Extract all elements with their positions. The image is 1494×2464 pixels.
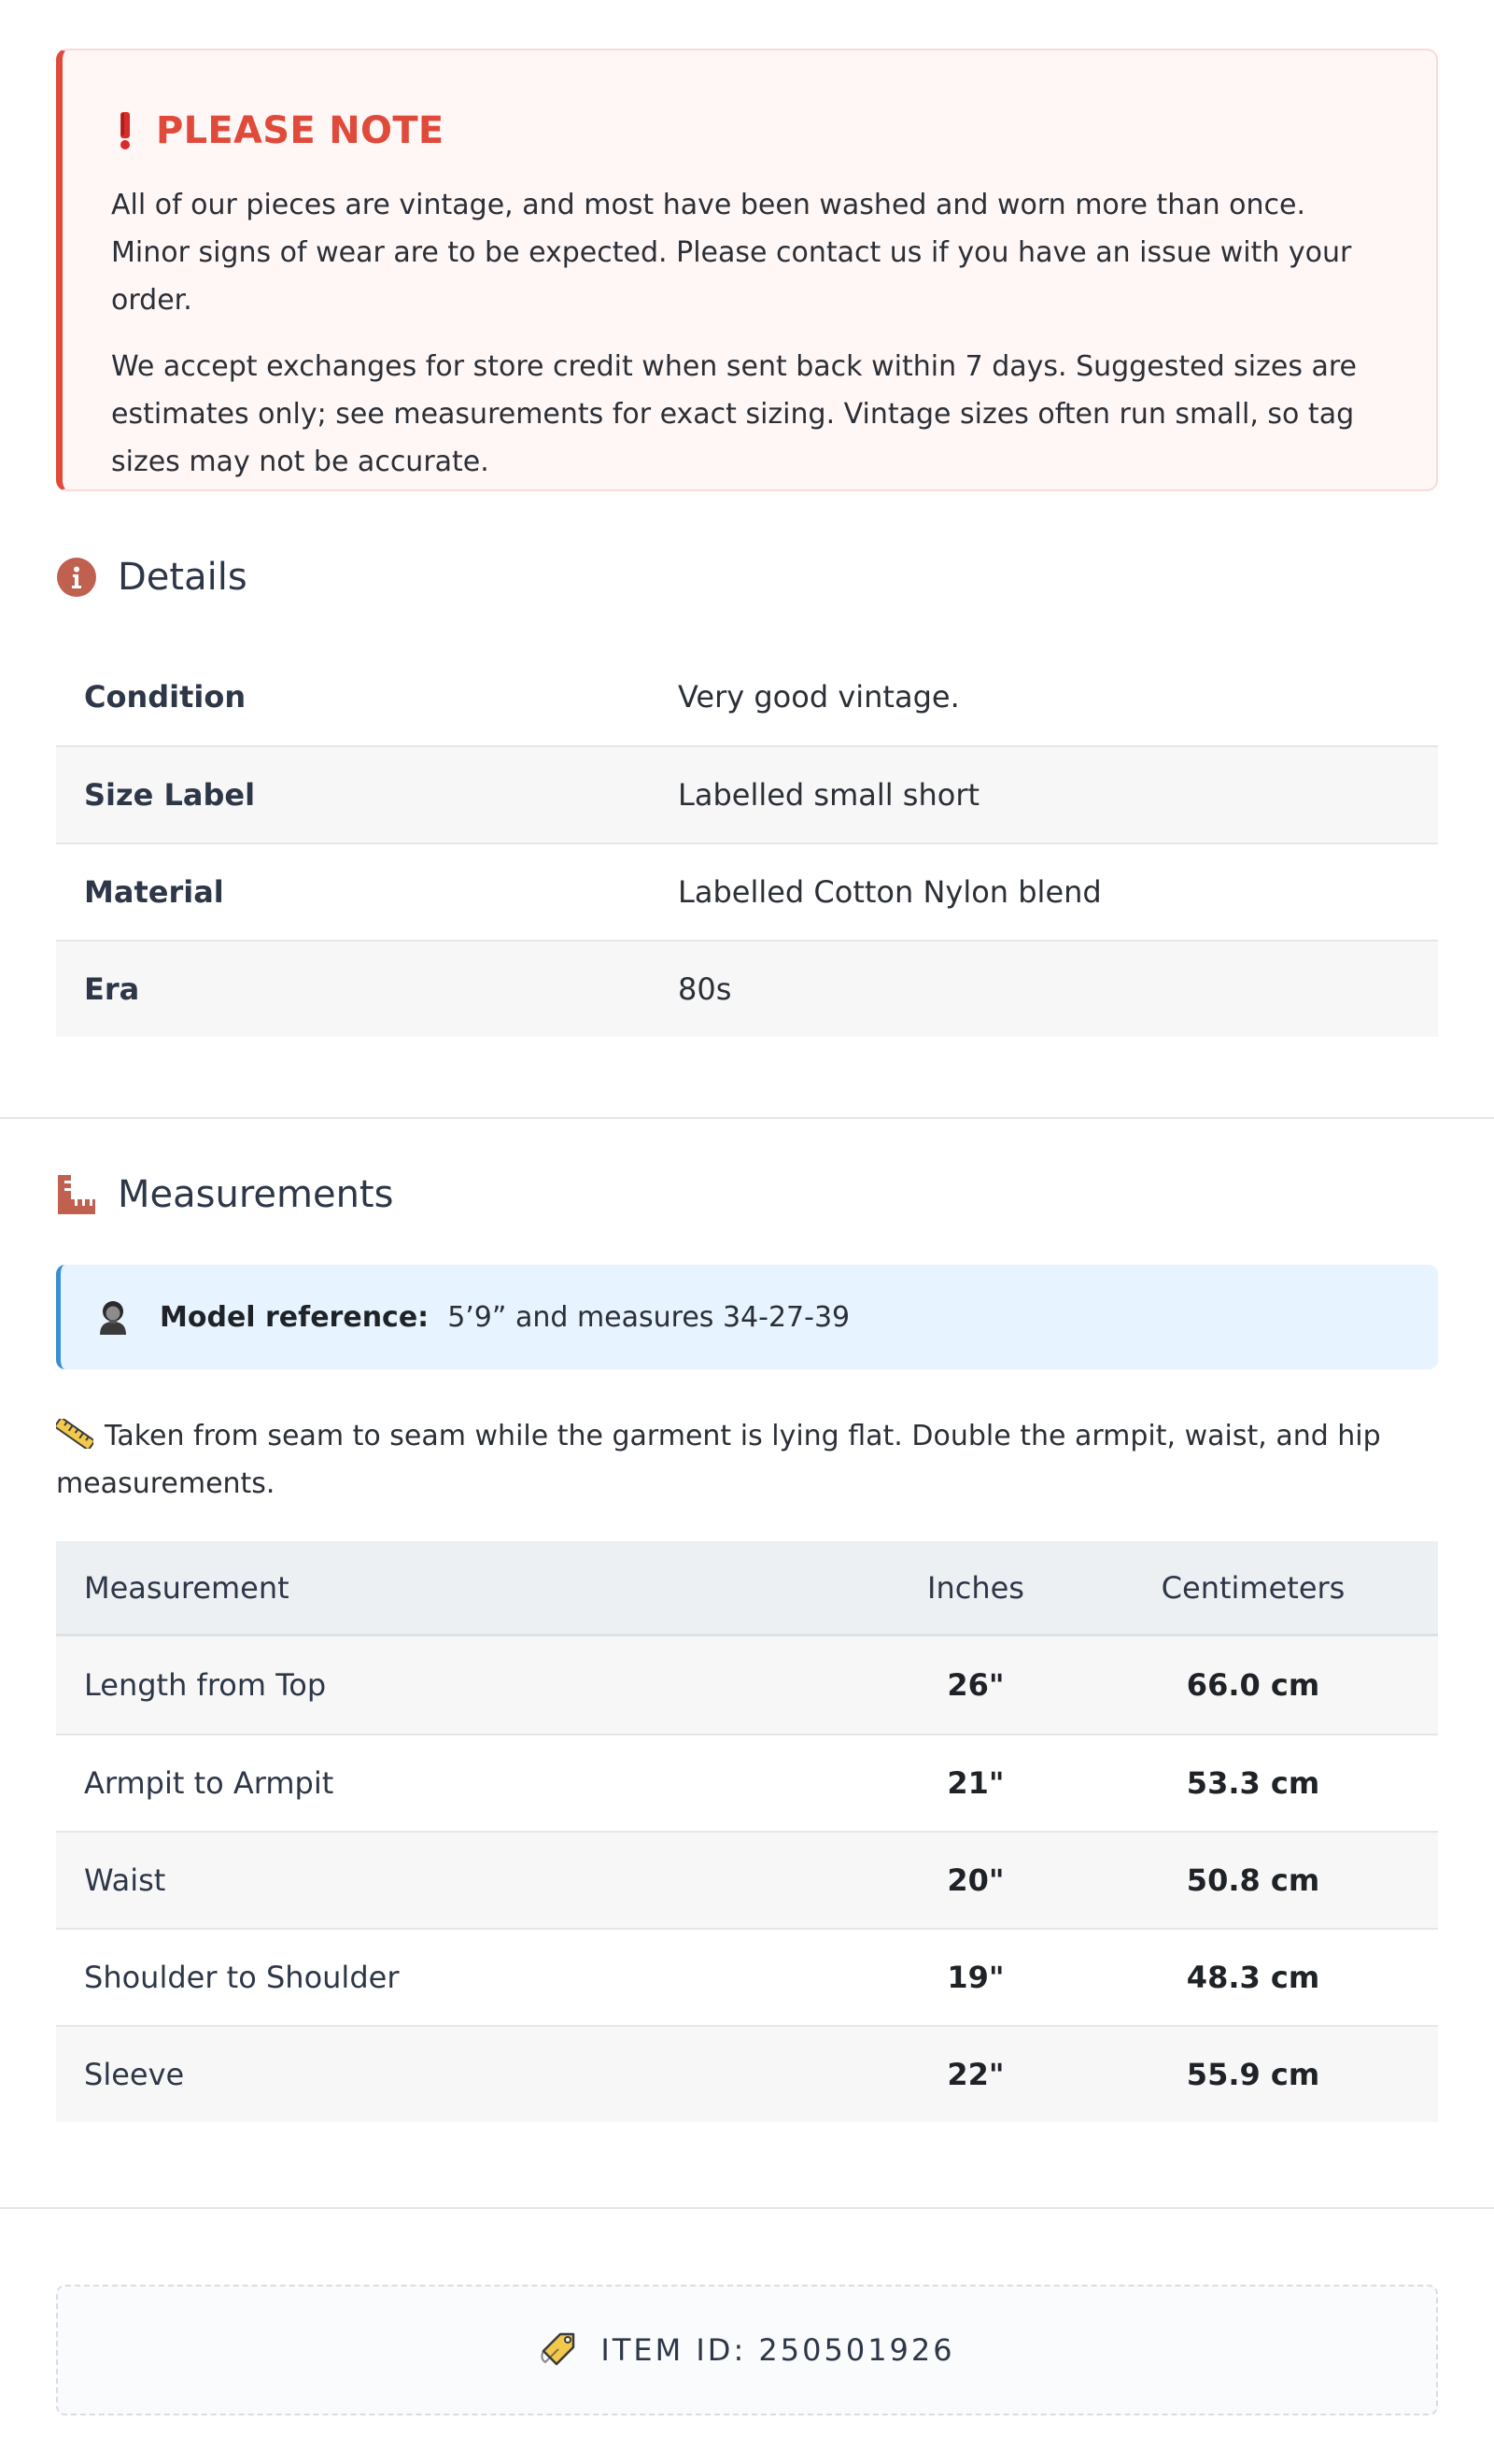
notice-paragraph: All of our pieces are vintage, and most have been washed and worn more than once. Minor signs of wear are to be expected. Please contact us if you have an issue with your order. xyxy=(111,189,1352,317)
measurements-header xyxy=(56,1173,393,1216)
measurements-table-header xyxy=(56,1541,1438,1636)
person-icon xyxy=(94,1298,132,1336)
table-row xyxy=(56,1928,1438,2025)
details-label: Material xyxy=(84,874,224,910)
details-label: Condition xyxy=(84,679,247,715)
ruler-icon xyxy=(56,1174,97,1215)
notice-title: PLEASE NOTE xyxy=(156,109,444,152)
measurement-name: Length from Top xyxy=(84,1667,327,1703)
measurement-cm: 48.3 cm xyxy=(1186,1960,1320,1995)
details-value: Labelled small short xyxy=(678,777,980,813)
details-title: Details xyxy=(118,556,247,599)
section-divider xyxy=(0,1117,1494,1119)
measurement-inches: 22" xyxy=(947,2057,1005,2092)
item-id-box xyxy=(56,2285,1438,2415)
table-row xyxy=(56,2025,1438,2122)
column-header-centimeters: Centimeters xyxy=(1161,1569,1346,1606)
column-header-inches: Inches xyxy=(927,1569,1024,1606)
details-value: Very good vintage. xyxy=(678,679,960,715)
measurement-inches: 19" xyxy=(947,1960,1005,1995)
measurement-cm: 53.3 cm xyxy=(1186,1765,1320,1801)
details-header xyxy=(56,556,247,599)
details-row xyxy=(56,648,1438,745)
measurement-cm: 55.9 cm xyxy=(1186,2057,1320,2092)
straight-ruler-icon xyxy=(56,1416,93,1446)
details-label: Size Label xyxy=(84,777,256,813)
exclamation-icon xyxy=(111,112,139,149)
measurement-cm: 66.0 cm xyxy=(1186,1667,1320,1703)
details-row xyxy=(56,745,1438,843)
measurements-title: Measurements xyxy=(118,1173,394,1216)
measurement-inches: 21" xyxy=(947,1765,1005,1801)
measurement-note-text: Taken from seam to seam while the garment is lying flat. Double the armpit, waist, and hip measurements. xyxy=(56,1420,1381,1500)
details-table xyxy=(56,648,1438,1037)
measurement-inches: 26" xyxy=(947,1667,1005,1703)
measurements-table xyxy=(56,1541,1438,2122)
model-reference-label: Model reference: xyxy=(160,1300,430,1334)
section-divider xyxy=(0,2207,1494,2209)
column-header-measurement: Measurement xyxy=(84,1569,289,1606)
table-row xyxy=(56,1831,1438,1928)
measurement-note xyxy=(56,1412,1382,1508)
details-row xyxy=(56,940,1438,1037)
details-value: Labelled Cotton Nylon blend xyxy=(678,874,1102,910)
measurement-name: Armpit to Armpit xyxy=(84,1765,334,1801)
measurements-table-body xyxy=(56,1636,1438,2122)
notice-paragraph: We accept exchanges for store credit when sent back within 7 days. Suggested sizes are estimates only; see measurements for exact sizing. Vintage sizes often run small, so tag sizes may not be accurate. xyxy=(111,350,1358,478)
measurement-name: Waist xyxy=(84,1862,166,1898)
table-row xyxy=(56,1734,1438,1831)
measurement-name: Shoulder to Shoulder xyxy=(84,1960,400,1995)
details-row xyxy=(56,843,1438,940)
details-label: Era xyxy=(84,971,140,1007)
details-value: 80s xyxy=(678,971,732,1007)
info-icon xyxy=(56,557,97,598)
price-tag-icon xyxy=(539,2329,580,2371)
measurement-cm: 50.8 cm xyxy=(1186,1862,1320,1898)
notice-header xyxy=(111,105,1384,157)
table-row xyxy=(56,1636,1438,1734)
item-id: ITEM ID: 250501926 xyxy=(600,2332,955,2368)
notice-box xyxy=(56,49,1438,491)
model-reference-value: 5’9” and measures 34-27-39 xyxy=(447,1300,851,1334)
measurement-name: Sleeve xyxy=(84,2057,185,2092)
measurement-inches: 20" xyxy=(947,1862,1005,1898)
model-reference xyxy=(56,1265,1438,1369)
